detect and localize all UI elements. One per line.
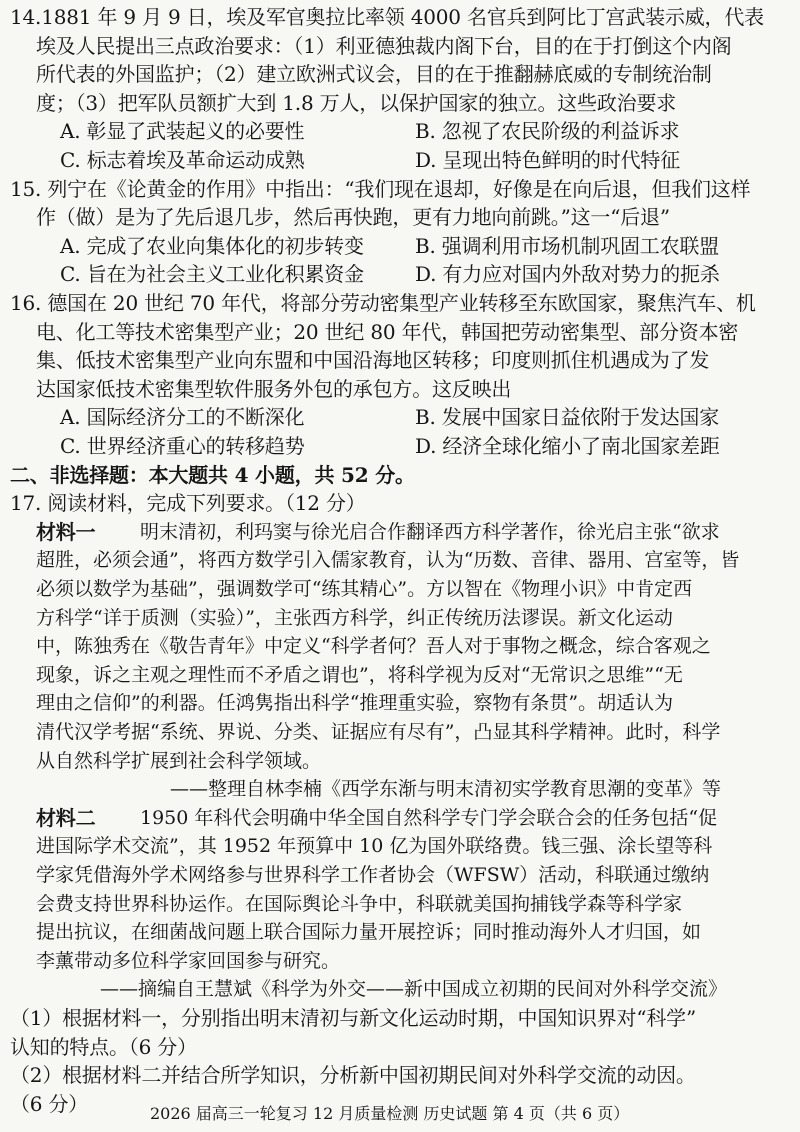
material-1-line-6: 现象，诉之主观之理性而不矛盾之谓也”，将科学视为反对“无常识之思维”“无 <box>36 663 683 686</box>
q17-stem: 17. 阅读材料，完成下列要求。（12 分） <box>10 491 366 516</box>
material-2-source: ——摘编自王慧斌《科学为外交——新中国成立初期的民间对外科学交流》 <box>100 978 728 1001</box>
material-1-line-9: 从自然科学扩展到社会科学领域。 <box>36 749 322 772</box>
material-1-line-1: 明末清初，利玛窦与徐光启合作翻译西方科学著作，徐光启主张“欲求 <box>140 520 720 543</box>
q15-line-1: 15. 列宁在《论黄金的作用》中指出：“我们现在退却，好像是在向后退，但我们这样 <box>10 176 751 201</box>
q14-option-b: B. 忽视了农民阶级的利益诉求 <box>415 119 680 144</box>
requirement-1-line-2: 认知的特点。（6 分） <box>10 1034 197 1059</box>
section-heading: 二、非选择题：本大题共 4 小题，共 52 分。 <box>10 462 415 487</box>
material-1-line-3: 必须以数学为基础”，强调数学可“练其精心”。方以智在《物理小识》中肯定西 <box>36 578 693 600</box>
requirement-1-line-1: （1）根据材料一，分别指出明末清初与新文化运动时期，中国知识界对“科学” <box>10 1006 696 1030</box>
q16-option-c: C. 世界经济重心的转移趋势 <box>60 434 305 458</box>
q14-option-d: D. 呈现出特色鲜明的时代特征 <box>415 148 681 172</box>
q15-option-d: D. 有力应对国内外敌对势力的扼杀 <box>415 262 720 287</box>
page-footer: 2026 届高三一轮复习 12 月质量检测 历史试题 第 4 页（共 6 页） <box>150 1104 630 1123</box>
q14-line-3: 所代表的外国监护；（2）建立欧洲式议会，目的在于推翻赫底威的专制统治制 <box>36 62 712 87</box>
q14-option-a: A. 彰显了武装起义的必要性 <box>60 119 305 144</box>
q16-line-4: 达国家低技术密集型软件服务外包的承包方。这反映出 <box>36 376 512 401</box>
material-1-source: ——整理自林李楠《西学东渐与明末清初实学教育思潮的变革》等 <box>170 778 722 801</box>
q16-line-3: 集、低技术密集型产业向东盟和中国沿海地区转移；印度则抓住机遇成为了发 <box>36 348 710 373</box>
q14-line-4: 度；（3）把军队员额扩大到 1.8 万人，以保护国家的独立。这些政治要求 <box>36 90 677 115</box>
material-1-line-4: 方科学“详于质测（实验）”，主张西方科学，纠正传统历法谬误。新文化运动 <box>36 606 673 629</box>
material-1-line-7: 理由之信仰”的利器。任鸿隽指出科学“推理重实验，察物有条贯”。胡适认为 <box>36 692 674 715</box>
material-1-label: 材料一 <box>36 519 96 544</box>
material-1-line-8: 清代汉学考据“系统、界说、分类、证据应有尽有”，凸显其科学精神。此时，科学 <box>36 721 721 743</box>
q16-line-1: 16. 德国在 20 世纪 70 年代，将部分劳动密集型产业转移至东欧国家，聚焦汽车、机 <box>10 291 756 315</box>
material-2-line-6: 李薰带动多位科学家回国参与研究。 <box>36 949 341 972</box>
q16-line-2: 电、化工等技术密集型产业；20 世纪 80 年代，韩国把劳动密集型、部分资本密 <box>36 319 739 344</box>
material-2-line-1: 1950 年科代会明确中华全国自然科学专门学会联合会的任务包括“促 <box>140 806 718 829</box>
material-1-line-2: 超胜，必须会通”，将西方数学引入儒家教育，认为“历数、音律、器用、宫室等，皆 <box>36 549 740 572</box>
q14-line-1: 14.1881 年 9 月 9 日，埃及军官奥拉比率领 4000 名官兵到阿比丁宫武装示威，代表 <box>10 5 764 29</box>
q16-option-b: B. 发展中国家日益依附于发达国家 <box>415 405 720 430</box>
q15-line-2: 作（做）是为了先后退几步，然后再快跑，更有力地向前跳。”这一“后退” <box>36 205 670 230</box>
q16-option-d: D. 经济全球化缩小了南北国家差距 <box>415 434 720 458</box>
q14-line-2: 埃及人民提出三点政治要求：（1）利亚德独裁内阁下台，目的在于打倒这个内阁 <box>36 33 732 58</box>
q14-option-c: C. 标志着埃及革命运动成熟 <box>60 148 305 172</box>
q16-option-a: A. 国际经济分工的不断深化 <box>60 405 305 430</box>
material-2-line-3: 学家凭借海外学术网络参与世界科学工作者协会（WFSW）活动，科联通过缴纳 <box>36 864 710 886</box>
requirement-2-line-2: （6 分） <box>10 1091 89 1116</box>
q15-option-b: B. 强调利用市场机制巩固工农联盟 <box>415 233 720 258</box>
material-2-line-4: 会费支持世界科协运作。在国际舆论斗争中，科联就美国拘捕钱学森等科学家 <box>36 892 683 915</box>
material-2-line-2: 进国际学术交流”，其 1952 年预算中 10 亿为国外联络费。钱三强、涂长望等科 <box>36 835 713 858</box>
material-1-line-5: 中，陈独秀在《敬告青年》中定义“科学者何？吾人对于事物之概念，综合客观之 <box>36 635 711 658</box>
material-2-line-5: 提出抗议，在细菌战问题上联合国际力量开展控诉；同时推动海外人才归国，如 <box>36 921 702 944</box>
q15-option-c: C. 旨在为社会主义工业化积累资金 <box>60 262 364 287</box>
requirement-2-line-1: （2）根据材料二并结合所学知识，分析新中国初期民间对外科学交流的动因。 <box>10 1063 696 1088</box>
material-2-label: 材料二 <box>36 805 96 830</box>
q15-option-a: A. 完成了农业向集体化的初步转变 <box>60 233 364 258</box>
